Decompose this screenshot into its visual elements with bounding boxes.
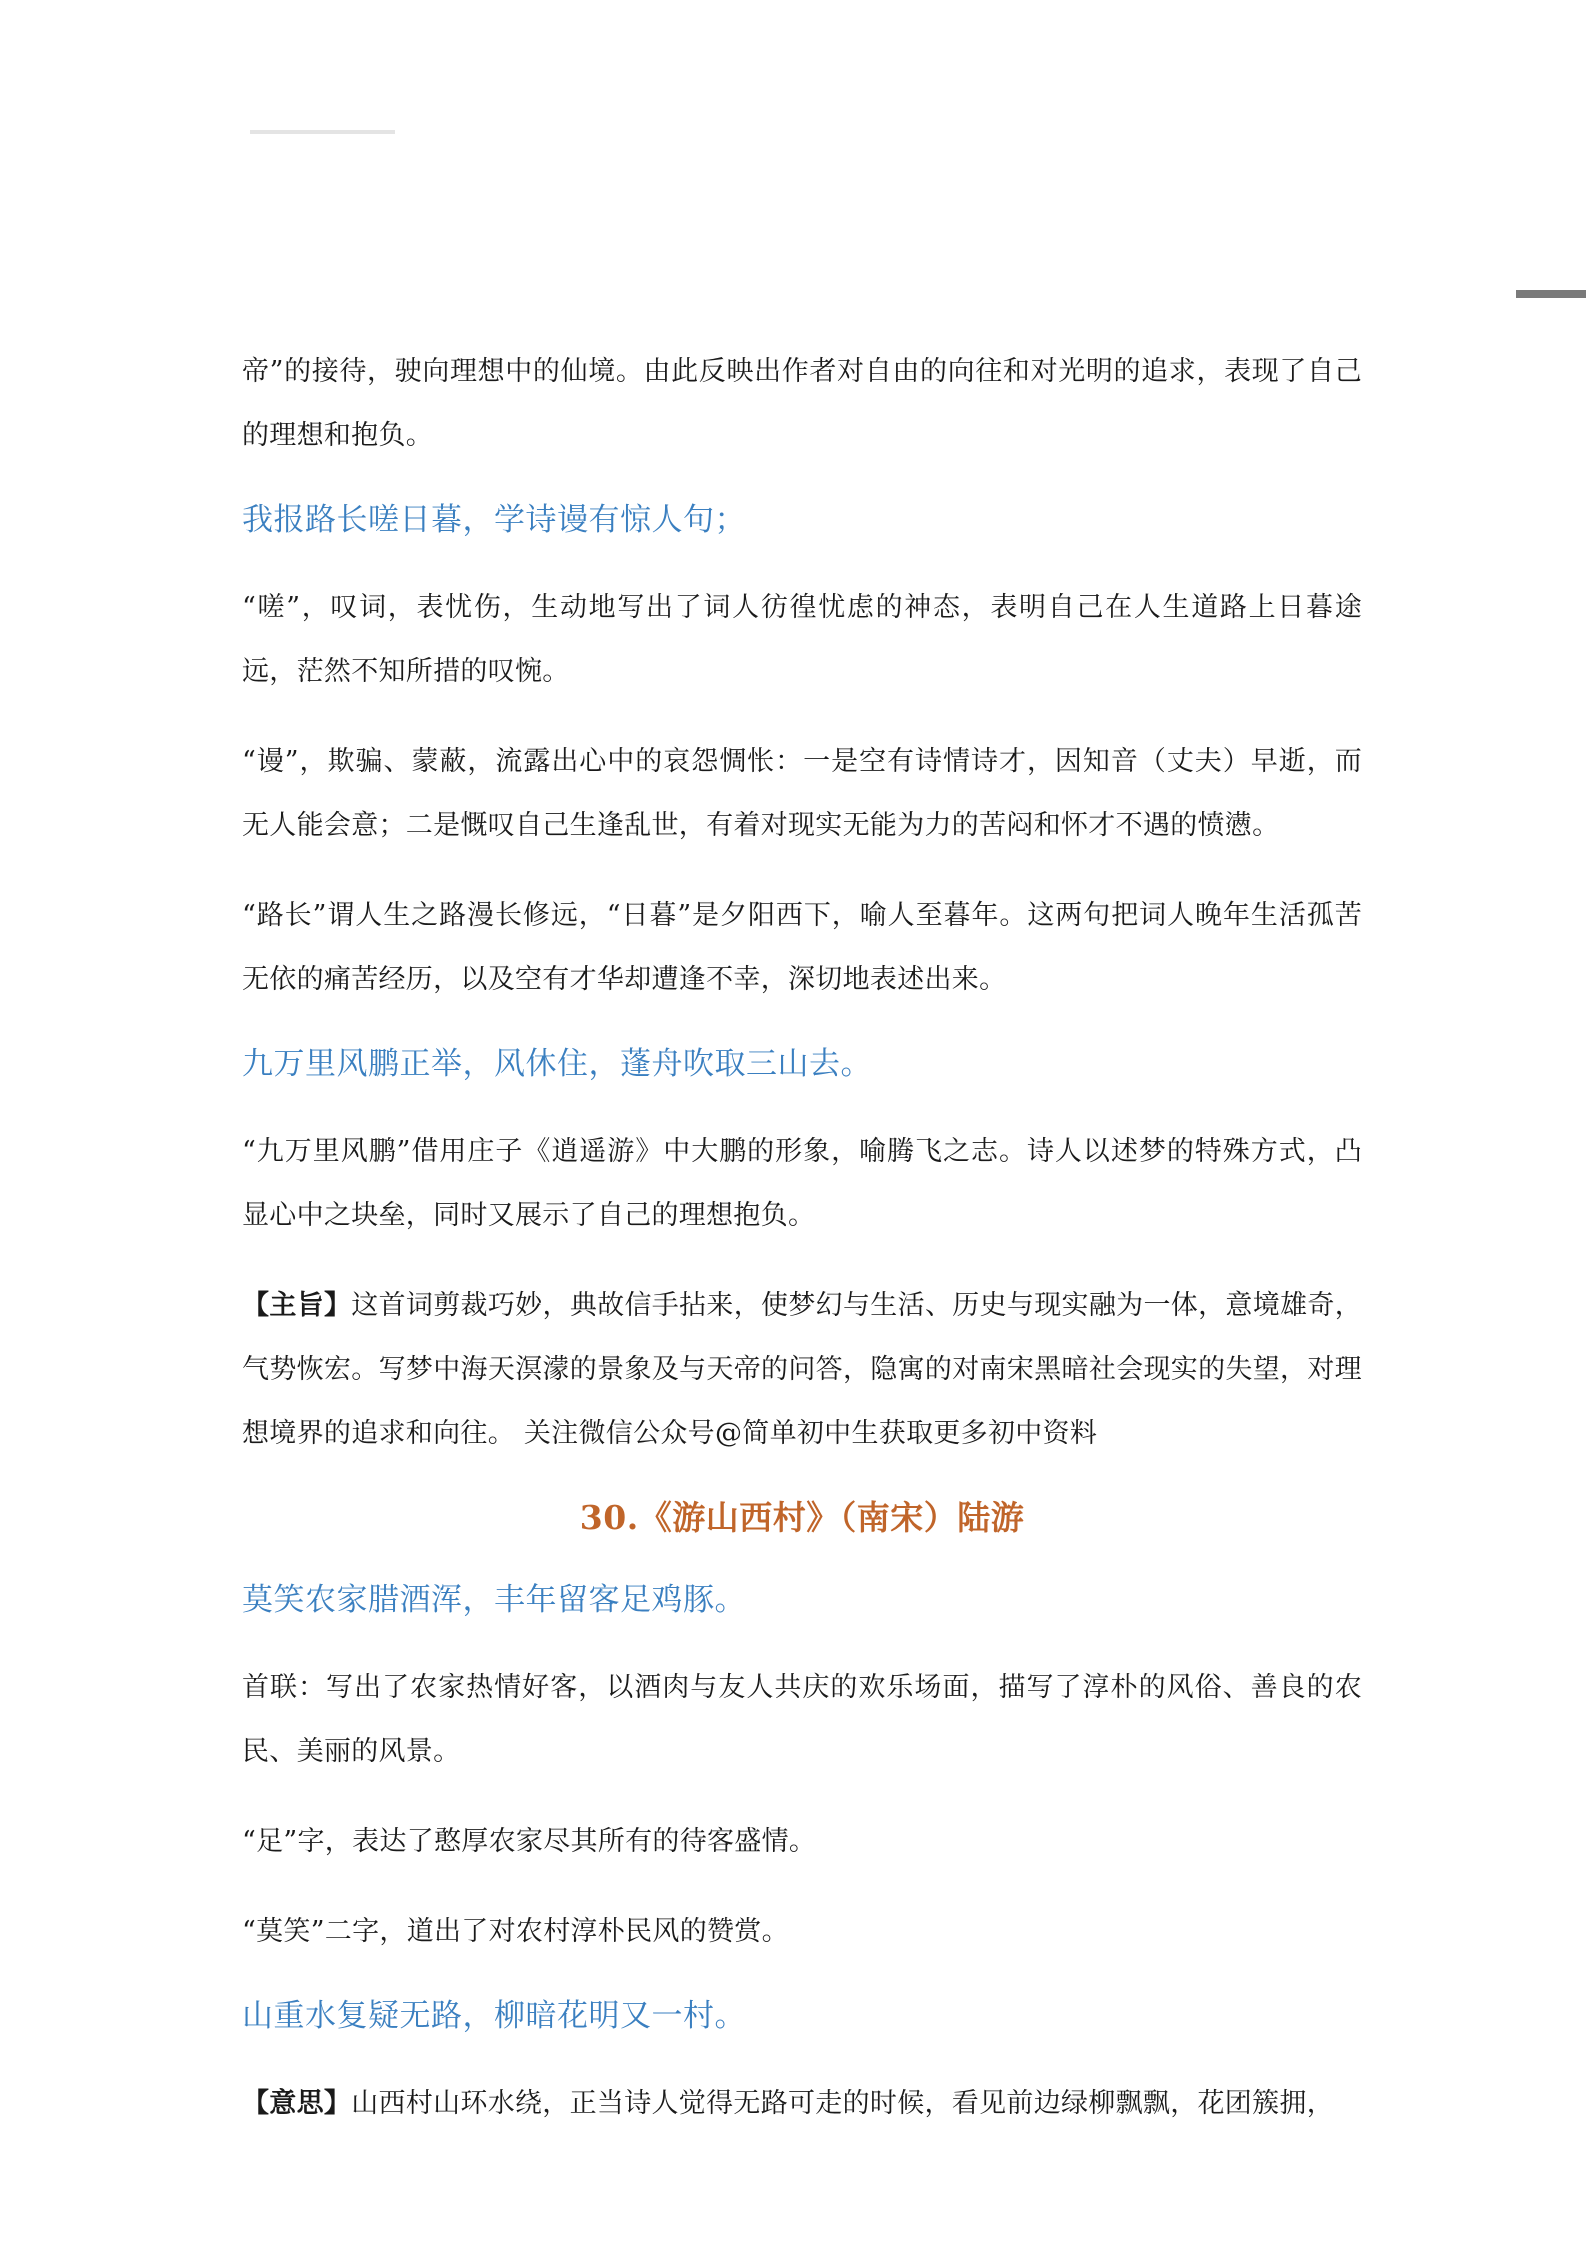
paragraph-text: 这首词剪裁巧妙，典故信手拈来，使梦幻与生活、历史与现实融为一体，意境雄奇，气势恢宏。写梦中海天溟濛的景象及与天帝的问答，隐寓的对南宋黑暗社会现实的失望，对理想境界的追求和向往。 关注微信公众号@简单初中生获取更多初中资料 xyxy=(242,1290,1362,1449)
paragraph: “嗟”，叹词，表忧伤，生动地写出了词人彷徨忧虑的神态，表明自己在人生道路上日暮途远，茫然不知所措的叹惋。 xyxy=(242,592,1362,687)
paragraph: “足”字，表达了憨厚农家尽其所有的待客盛情。 xyxy=(242,1826,817,1857)
verse-line: 九万里风鹏正举，风休住，蓬舟吹取三山去。 xyxy=(242,1046,872,1082)
verse-line: 我报路长嗟日暮，学诗谩有惊人句； xyxy=(242,502,746,538)
paragraph-lead-label: 【意思】 xyxy=(242,2088,352,2119)
verse-line: 山重水复疑无路，柳暗花明又一村。 xyxy=(242,1998,746,2034)
paragraph: “九万里风鹏”借用庄子《逍遥游》中大鹏的形象，喻腾飞之志。诗人以述梦的特殊方式，凸显心中之块垒，同时又展示了自己的理想抱负。 xyxy=(242,1136,1362,1231)
verse-line: 莫笑农家腊酒浑，丰年留客足鸡豚。 xyxy=(242,1582,746,1618)
paragraph: “莫笑”二字，道出了对农村淳朴民风的赞赏。 xyxy=(242,1916,789,1947)
paragraph: “谩”，欺骗、蒙蔽，流露出心中的哀怨惆怅：一是空有诗情诗才，因知音（丈夫）早逝，而无人能会意；二是慨叹自己生逢乱世，有着对现实无能为力的苦闷和怀才不遇的愤懑。 xyxy=(242,746,1362,841)
header-decoration xyxy=(250,130,395,134)
paragraph-meaning xyxy=(242,2072,1362,2136)
paragraph: 帝”的接待，驶向理想中的仙境。由此反映出作者对自由的向往和对光明的追求，表现了自己的理想和抱负。 xyxy=(242,356,1362,451)
paragraph: 首联：写出了农家热情好客，以酒肉与友人共庆的欢乐场面，描写了淳朴的风俗、善良的农民、美丽的风景。 xyxy=(242,1672,1362,1767)
side-tab-marker xyxy=(1516,290,1586,298)
paragraph-text: 山西村山环水绕，正当诗人觉得无路可走的时候，看见前边绿柳飘飘，花团簇拥， xyxy=(351,2088,1335,2119)
paragraph-lead-label: 【主旨】 xyxy=(242,1290,352,1321)
paragraph: “路长”谓人生之路漫长修远，“日暮”是夕阳西下，喻人至暮年。这两句把词人晚年生活孤苦无依的痛苦经历，以及空有才华却遭逢不幸，深切地表述出来。 xyxy=(242,900,1362,995)
section-title: 30.《游山西村》（南宋）陆游 xyxy=(579,1498,1025,1537)
document-body xyxy=(242,340,1362,2162)
paragraph-theme xyxy=(242,1274,1362,1466)
